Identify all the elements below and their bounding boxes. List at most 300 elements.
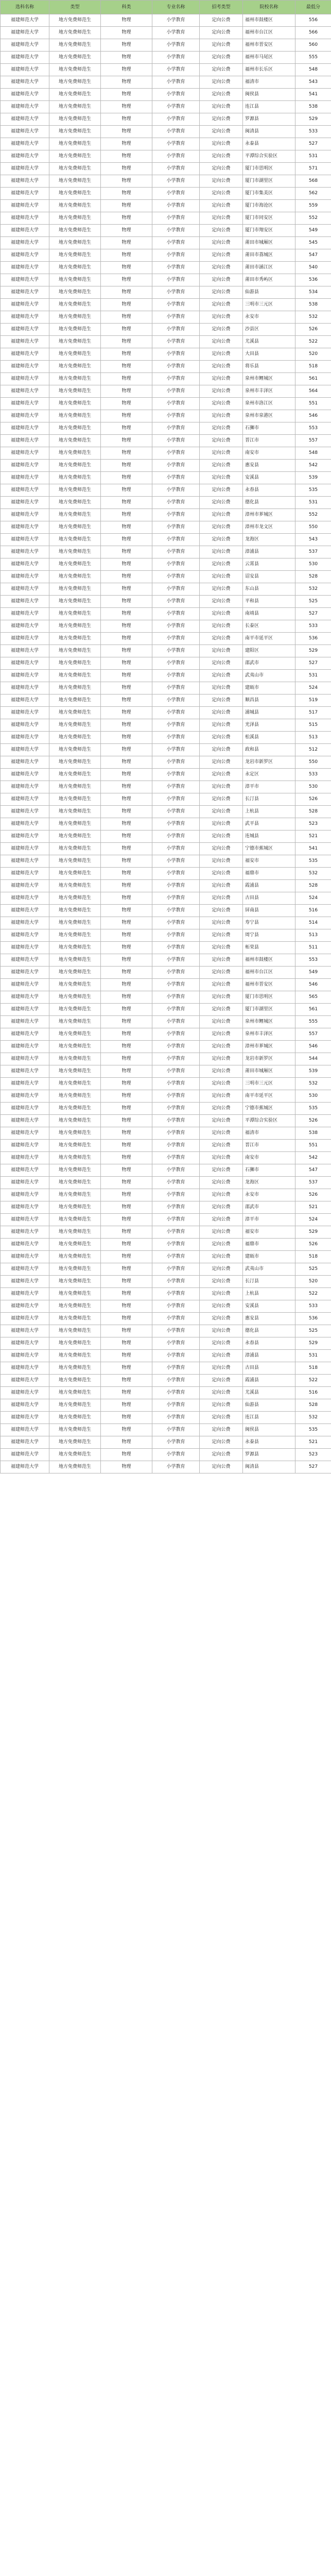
- school-cell: 沙县区: [243, 324, 295, 336]
- table-row: [1, 274, 331, 286]
- school-cell: 安溪县: [243, 1300, 295, 1313]
- min-score-cell: 520: [295, 1276, 331, 1288]
- school-cell: 厦门市同安区: [243, 212, 295, 225]
- school-cell: 长汀县: [243, 1276, 295, 1288]
- university-cell: 福建师范大学: [1, 1276, 49, 1288]
- table-row: [1, 1313, 331, 1325]
- min-score-cell: 541: [295, 843, 331, 855]
- min-score-cell: 524: [295, 892, 331, 905]
- school-cell: 安溪县: [243, 472, 295, 484]
- major-cell: 小学教育: [152, 237, 200, 249]
- admission-type-cell: 定向公费: [200, 336, 243, 348]
- admission-type-cell: 定向公费: [200, 348, 243, 361]
- major-cell: 小学教育: [152, 521, 200, 534]
- major-cell: 小学教育: [152, 843, 200, 855]
- subject-cell: 物理: [101, 1127, 152, 1140]
- subject-cell: 物理: [101, 1387, 152, 1399]
- table-row: [1, 1263, 331, 1276]
- min-score-cell: 522: [295, 1288, 331, 1300]
- admission-type-cell: 定向公费: [200, 880, 243, 892]
- subject-cell: 物理: [101, 732, 152, 744]
- school-cell: 宁德市蕉城区: [243, 1103, 295, 1115]
- admission-type-cell: 定向公费: [200, 1300, 243, 1313]
- subject-cell: 物理: [101, 744, 152, 756]
- university-cell: 福建师范大学: [1, 670, 49, 682]
- subject-cell: 物理: [101, 1103, 152, 1115]
- subject-cell: 物理: [101, 1375, 152, 1387]
- table-row: [1, 868, 331, 880]
- admission-type-cell: 定向公费: [200, 1325, 243, 1337]
- school-cell: 平和县: [243, 596, 295, 608]
- min-score-cell: 564: [295, 385, 331, 398]
- min-score-cell: 571: [295, 163, 331, 175]
- min-score-cell: 533: [295, 1300, 331, 1313]
- university-cell: 福建师范大学: [1, 1251, 49, 1263]
- table-row: [1, 1053, 331, 1065]
- major-cell: 小学教育: [152, 942, 200, 954]
- university-cell: 福建师范大学: [1, 398, 49, 410]
- university-cell: 福建师范大学: [1, 225, 49, 237]
- admission-type-cell: 定向公费: [200, 843, 243, 855]
- university-cell: 福建师范大学: [1, 806, 49, 818]
- major-cell: 小学教育: [152, 1041, 200, 1053]
- subject-cell: 物理: [101, 52, 152, 64]
- type-cell: 地方免费师范生: [49, 707, 101, 719]
- subject-cell: 物理: [101, 175, 152, 188]
- university-cell: 福建师范大学: [1, 14, 49, 27]
- type-cell: 地方免费师范生: [49, 991, 101, 1004]
- school-cell: 闽清县: [243, 1461, 295, 1473]
- table-row: [1, 385, 331, 398]
- type-cell: 地方免费师范生: [49, 571, 101, 583]
- min-score-cell: 551: [295, 398, 331, 410]
- admission-type-cell: 定向公费: [200, 1053, 243, 1065]
- admission-type-cell: 定向公费: [200, 831, 243, 843]
- admission-type-cell: 定向公费: [200, 1090, 243, 1103]
- type-cell: 地方免费师范生: [49, 1251, 101, 1263]
- subject-cell: 物理: [101, 274, 152, 286]
- school-cell: 厦门市思明区: [243, 991, 295, 1004]
- min-score-cell: 527: [295, 1461, 331, 1473]
- type-cell: 地方免费师范生: [49, 175, 101, 188]
- admission-type-cell: 定向公费: [200, 150, 243, 163]
- university-cell: 福建师范大学: [1, 979, 49, 991]
- university-cell: 福建师范大学: [1, 1337, 49, 1350]
- type-cell: 地方免费师范生: [49, 89, 101, 101]
- major-cell: 小学教育: [152, 1424, 200, 1436]
- admission-type-cell: 定向公费: [200, 967, 243, 979]
- university-cell: 福建师范大学: [1, 27, 49, 39]
- school-cell: 永安市: [243, 1189, 295, 1201]
- school-cell: 武夷山市: [243, 670, 295, 682]
- major-cell: 小学教育: [152, 1177, 200, 1189]
- min-score-cell: 538: [295, 101, 331, 113]
- subject-cell: 物理: [101, 138, 152, 150]
- university-cell: 福建师范大学: [1, 497, 49, 509]
- table-row: [1, 76, 331, 89]
- school-cell: 闽侯县: [243, 1424, 295, 1436]
- school-cell: 泉州市泉港区: [243, 410, 295, 422]
- subject-cell: 物理: [101, 460, 152, 472]
- major-cell: 小学教育: [152, 1164, 200, 1177]
- school-cell: 泉州市鲤城区: [243, 1016, 295, 1028]
- school-cell: 永安市: [243, 311, 295, 324]
- table-row: [1, 1004, 331, 1016]
- table-row: [1, 1177, 331, 1189]
- major-cell: 小学教育: [152, 76, 200, 89]
- table-row: [1, 1288, 331, 1300]
- table-row: [1, 558, 331, 571]
- major-cell: 小学教育: [152, 324, 200, 336]
- subject-cell: 物理: [101, 558, 152, 571]
- type-cell: 地方免费师范生: [49, 1350, 101, 1362]
- min-score-cell: 516: [295, 1387, 331, 1399]
- subject-cell: 物理: [101, 1201, 152, 1214]
- table-row: [1, 361, 331, 373]
- university-cell: 福建师范大学: [1, 1412, 49, 1424]
- min-score-cell: 536: [295, 1313, 331, 1325]
- school-cell: 福州市晋安区: [243, 979, 295, 991]
- university-cell: 福建师范大学: [1, 460, 49, 472]
- type-cell: 地方免费师范生: [49, 682, 101, 694]
- type-cell: 地方免费师范生: [49, 744, 101, 756]
- admission-type-cell: 定向公费: [200, 1016, 243, 1028]
- min-score-cell: 548: [295, 447, 331, 460]
- major-cell: 小学教育: [152, 398, 200, 410]
- min-score-cell: 536: [295, 274, 331, 286]
- school-cell: 浦城县: [243, 707, 295, 719]
- major-cell: 小学教育: [152, 558, 200, 571]
- table-row: [1, 929, 331, 942]
- admission-type-cell: 定向公费: [200, 398, 243, 410]
- major-cell: 小学教育: [152, 39, 200, 52]
- min-score-cell: 532: [295, 583, 331, 596]
- school-cell: 顺昌县: [243, 694, 295, 707]
- type-cell: 地方免费师范生: [49, 719, 101, 732]
- table-row: [1, 200, 331, 212]
- school-cell: 南靖县: [243, 608, 295, 620]
- school-cell: 永定区: [243, 769, 295, 781]
- subject-cell: 物理: [101, 188, 152, 200]
- table-row: [1, 1387, 331, 1399]
- major-cell: 小学教育: [152, 1239, 200, 1251]
- min-score-cell: 525: [295, 596, 331, 608]
- major-cell: 小学教育: [152, 101, 200, 113]
- table-row: [1, 1412, 331, 1424]
- major-cell: 小学教育: [152, 645, 200, 657]
- type-cell: 地方免费师范生: [49, 410, 101, 422]
- type-cell: 地方免费师范生: [49, 200, 101, 212]
- type-cell: 地方免费师范生: [49, 1449, 101, 1461]
- school-cell: 长汀县: [243, 793, 295, 806]
- university-cell: 福建师范大学: [1, 868, 49, 880]
- min-score-cell: 527: [295, 608, 331, 620]
- min-score-cell: 514: [295, 917, 331, 929]
- subject-cell: 物理: [101, 868, 152, 880]
- major-cell: 小学教育: [152, 1399, 200, 1412]
- admission-type-cell: 定向公费: [200, 608, 243, 620]
- type-cell: 地方免费师范生: [49, 348, 101, 361]
- admission-type-cell: 定向公费: [200, 1004, 243, 1016]
- admission-type-cell: 定向公费: [200, 274, 243, 286]
- major-cell: 小学教育: [152, 1276, 200, 1288]
- admission-type-cell: 定向公费: [200, 101, 243, 113]
- type-cell: 地方免费师范生: [49, 249, 101, 262]
- major-cell: 小学教育: [152, 163, 200, 175]
- school-cell: 云霄县: [243, 558, 295, 571]
- subject-cell: 物理: [101, 571, 152, 583]
- table-row: [1, 1251, 331, 1263]
- min-score-cell: 551: [295, 1140, 331, 1152]
- min-score-cell: 561: [295, 1004, 331, 1016]
- admission-type-cell: 定向公费: [200, 596, 243, 608]
- major-cell: 小学教育: [152, 1288, 200, 1300]
- university-cell: 福建师范大学: [1, 126, 49, 138]
- table-row: [1, 1214, 331, 1226]
- admission-type-cell: 定向公费: [200, 52, 243, 64]
- major-cell: 小学教育: [152, 991, 200, 1004]
- major-cell: 小学教育: [152, 113, 200, 126]
- admission-type-cell: 定向公费: [200, 64, 243, 76]
- admission-type-cell: 定向公费: [200, 694, 243, 707]
- subject-cell: 物理: [101, 150, 152, 163]
- type-cell: 地方免费师范生: [49, 373, 101, 385]
- university-cell: 福建师范大学: [1, 620, 49, 633]
- type-cell: 地方免费师范生: [49, 14, 101, 27]
- school-cell: 龙岩市新罗区: [243, 1053, 295, 1065]
- university-cell: 福建师范大学: [1, 484, 49, 497]
- admission-type-cell: 定向公费: [200, 410, 243, 422]
- table-row: [1, 225, 331, 237]
- major-cell: 小学教育: [152, 484, 200, 497]
- min-score-cell: 521: [295, 1436, 331, 1449]
- type-cell: 地方免费师范生: [49, 299, 101, 311]
- school-cell: 闽清县: [243, 126, 295, 138]
- school-cell: 南安市: [243, 447, 295, 460]
- major-cell: 小学教育: [152, 1028, 200, 1041]
- type-cell: 地方免费师范生: [49, 818, 101, 831]
- table-row: [1, 657, 331, 670]
- table-row: [1, 1461, 331, 1473]
- admission-type-cell: 定向公费: [200, 1375, 243, 1387]
- table-row: [1, 1337, 331, 1350]
- min-score-cell: 562: [295, 188, 331, 200]
- admission-type-cell: 定向公费: [200, 324, 243, 336]
- admission-type-cell: 定向公费: [200, 212, 243, 225]
- min-score-cell: 523: [295, 818, 331, 831]
- admission-type-cell: 定向公费: [200, 39, 243, 52]
- type-cell: 地方免费师范生: [49, 1375, 101, 1387]
- admission-type-cell: 定向公费: [200, 188, 243, 200]
- table-row: [1, 1362, 331, 1375]
- major-cell: 小学教育: [152, 1313, 200, 1325]
- min-score-cell: 546: [295, 1041, 331, 1053]
- type-cell: 地方免费师范生: [49, 1152, 101, 1164]
- school-cell: 漳浦县: [243, 546, 295, 558]
- school-cell: 罗源县: [243, 1449, 295, 1461]
- major-cell: 小学教育: [152, 1263, 200, 1276]
- min-score-cell: 538: [295, 299, 331, 311]
- subject-cell: 物理: [101, 1115, 152, 1127]
- major-cell: 小学教育: [152, 979, 200, 991]
- subject-cell: 物理: [101, 682, 152, 694]
- university-cell: 福建师范大学: [1, 299, 49, 311]
- university-cell: 福建师范大学: [1, 138, 49, 150]
- subject-cell: 物理: [101, 497, 152, 509]
- subject-cell: 物理: [101, 385, 152, 398]
- subject-cell: 物理: [101, 1251, 152, 1263]
- admission-type-cell: 定向公费: [200, 756, 243, 769]
- table-row: [1, 460, 331, 472]
- min-score-cell: 549: [295, 225, 331, 237]
- university-cell: 福建师范大学: [1, 274, 49, 286]
- admission-type-cell: 定向公费: [200, 126, 243, 138]
- admission-type-cell: 定向公费: [200, 1152, 243, 1164]
- min-score-cell: 542: [295, 1152, 331, 1164]
- type-cell: 地方免费师范生: [49, 929, 101, 942]
- admission-type-cell: 定向公费: [200, 521, 243, 534]
- type-cell: 地方免费师范生: [49, 286, 101, 299]
- school-cell: 平潭综合实验区: [243, 150, 295, 163]
- table-row: [1, 14, 331, 27]
- type-cell: 地方免费师范生: [49, 633, 101, 645]
- major-cell: 小学教育: [152, 1189, 200, 1201]
- admission-type-cell: 定向公费: [200, 509, 243, 521]
- university-cell: 福建师范大学: [1, 1424, 49, 1436]
- admission-type-cell: 定向公费: [200, 237, 243, 249]
- table-row: [1, 694, 331, 707]
- subject-cell: 物理: [101, 398, 152, 410]
- subject-cell: 物理: [101, 113, 152, 126]
- university-cell: 福建师范大学: [1, 843, 49, 855]
- min-score-cell: 515: [295, 719, 331, 732]
- admission-type-cell: 定向公费: [200, 633, 243, 645]
- admission-type-cell: 定向公费: [200, 484, 243, 497]
- university-cell: 福建师范大学: [1, 657, 49, 670]
- school-cell: 厦门市湖里区: [243, 1004, 295, 1016]
- school-cell: 石狮市: [243, 422, 295, 435]
- university-cell: 福建师范大学: [1, 818, 49, 831]
- university-cell: 福建师范大学: [1, 929, 49, 942]
- table-row: [1, 373, 331, 385]
- min-score-cell: 547: [295, 249, 331, 262]
- school-cell: 福州市鼓楼区: [243, 954, 295, 967]
- university-cell: 福建师范大学: [1, 991, 49, 1004]
- type-cell: 地方免费师范生: [49, 1041, 101, 1053]
- subject-cell: 物理: [101, 1424, 152, 1436]
- admission-type-cell: 定向公费: [200, 645, 243, 657]
- type-cell: 地方免费师范生: [49, 1053, 101, 1065]
- table-header-row: [1, 1, 331, 14]
- subject-cell: 物理: [101, 521, 152, 534]
- university-cell: 福建师范大学: [1, 855, 49, 868]
- university-cell: 福建师范大学: [1, 880, 49, 892]
- school-cell: 莆田市城厢区: [243, 237, 295, 249]
- table-row: [1, 843, 331, 855]
- table-row: [1, 27, 331, 39]
- min-score-cell: 557: [295, 435, 331, 447]
- min-score-cell: 543: [295, 534, 331, 546]
- table-row: [1, 546, 331, 558]
- major-cell: 小学教育: [152, 348, 200, 361]
- subject-cell: 物理: [101, 1313, 152, 1325]
- admission-type-cell: 定向公费: [200, 286, 243, 299]
- school-cell: 闽侯县: [243, 89, 295, 101]
- major-cell: 小学教育: [152, 422, 200, 435]
- major-cell: 小学教育: [152, 967, 200, 979]
- university-cell: 福建师范大学: [1, 1387, 49, 1399]
- subject-cell: 物理: [101, 979, 152, 991]
- subject-cell: 物理: [101, 793, 152, 806]
- major-cell: 小学教育: [152, 806, 200, 818]
- min-score-cell: 533: [295, 769, 331, 781]
- table-row: [1, 212, 331, 225]
- school-cell: 漳州市龙文区: [243, 521, 295, 534]
- university-cell: 福建师范大学: [1, 163, 49, 175]
- university-cell: 福建师范大学: [1, 324, 49, 336]
- table-row: [1, 880, 331, 892]
- min-score-cell: 518: [295, 1362, 331, 1375]
- major-cell: 小学教育: [152, 138, 200, 150]
- school-cell: 泉州市洛江区: [243, 398, 295, 410]
- school-cell: 龙岩市新罗区: [243, 756, 295, 769]
- major-cell: 小学教育: [152, 1078, 200, 1090]
- type-cell: 地方免费师范生: [49, 1436, 101, 1449]
- admission-type-cell: 定向公费: [200, 1387, 243, 1399]
- major-cell: 小学教育: [152, 311, 200, 324]
- subject-cell: 物理: [101, 719, 152, 732]
- table-row: [1, 150, 331, 163]
- type-cell: 地方免费师范生: [49, 324, 101, 336]
- table-row: [1, 1065, 331, 1078]
- university-cell: 福建师范大学: [1, 534, 49, 546]
- subject-cell: 物理: [101, 1164, 152, 1177]
- table-row: [1, 1041, 331, 1053]
- school-cell: 漳州市芗城区: [243, 509, 295, 521]
- major-cell: 小学教育: [152, 188, 200, 200]
- table-row: [1, 484, 331, 497]
- min-score-cell: 552: [295, 509, 331, 521]
- school-cell: 福安市: [243, 855, 295, 868]
- subject-cell: 物理: [101, 373, 152, 385]
- table-row: [1, 175, 331, 188]
- school-cell: 古田县: [243, 892, 295, 905]
- university-cell: 福建师范大学: [1, 1362, 49, 1375]
- school-cell: 晋江市: [243, 1140, 295, 1152]
- subject-cell: 物理: [101, 200, 152, 212]
- school-cell: 连江县: [243, 101, 295, 113]
- major-cell: 小学教育: [152, 1115, 200, 1127]
- admission-type-cell: 定向公费: [200, 707, 243, 719]
- major-cell: 小学教育: [152, 657, 200, 670]
- major-cell: 小学教育: [152, 744, 200, 756]
- type-cell: 地方免费师范生: [49, 868, 101, 880]
- school-cell: 莆田市秀屿区: [243, 274, 295, 286]
- min-score-cell: 516: [295, 905, 331, 917]
- university-cell: 福建师范大学: [1, 694, 49, 707]
- min-score-cell: 530: [295, 781, 331, 793]
- subject-cell: 物理: [101, 225, 152, 237]
- admission-type-cell: 定向公费: [200, 571, 243, 583]
- subject-cell: 物理: [101, 361, 152, 373]
- type-cell: 地方免费师范生: [49, 880, 101, 892]
- school-cell: 福清市: [243, 1127, 295, 1140]
- table-row: [1, 1325, 331, 1337]
- school-cell: 莆田市城厢区: [243, 1065, 295, 1078]
- school-cell: 福鼎市: [243, 1239, 295, 1251]
- university-cell: 福建师范大学: [1, 645, 49, 657]
- type-cell: 地方免费师范生: [49, 855, 101, 868]
